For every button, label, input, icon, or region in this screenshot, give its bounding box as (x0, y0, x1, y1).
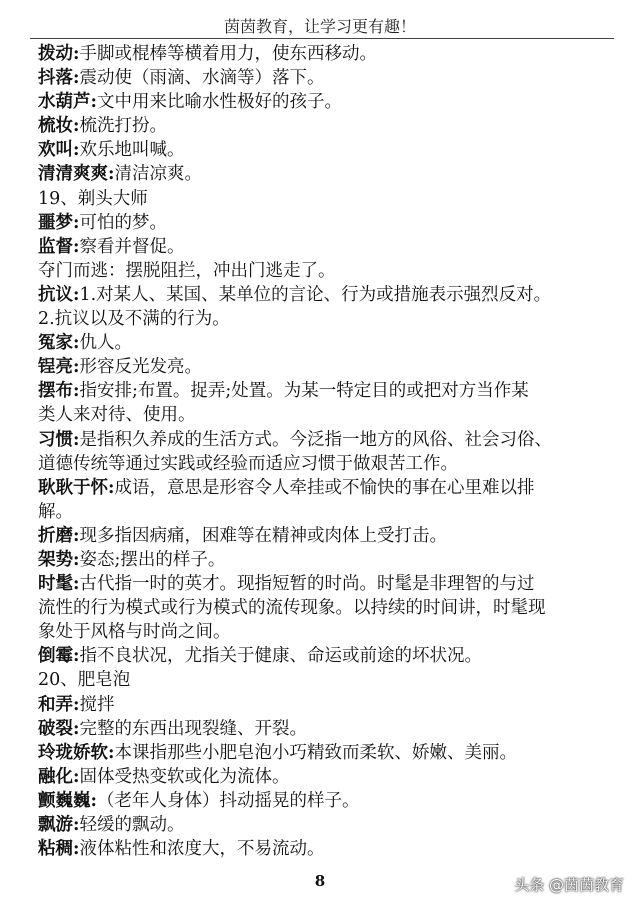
vocab-line (38, 283, 613, 307)
vocab-definition: 本课指那些小肥皂泡小巧精致而柔软、娇嫩、美丽。 (114, 742, 517, 763)
vocab-term: 拨动 (38, 44, 73, 64)
vocab-term: 折磨 (38, 525, 73, 546)
vocab-line (38, 644, 613, 668)
vocab-definition: 震动使（雨滴、水滴等）落下。 (79, 68, 325, 89)
vocab-line (38, 138, 613, 162)
vocab-definition: 解。 (38, 501, 73, 522)
vocab-term: 噩梦 (38, 212, 73, 233)
vocab-definition: 道德传统等通过实践或经验而适应习惯于做艰苦工作。 (38, 453, 458, 474)
vocab-separator: : (73, 646, 80, 667)
vocab-separator: : (73, 815, 80, 835)
vocab-definition: 形容反光发亮。 (79, 357, 202, 378)
vocab-term: 破裂 (38, 718, 73, 739)
vocab-line (38, 452, 613, 476)
vocab-definition: 察看并督促。 (79, 236, 185, 257)
vocab-term: 耿耿于怀 (38, 477, 108, 498)
vocab-separator: : (73, 212, 80, 233)
vocab-line (38, 476, 613, 500)
vocab-definition: 1.对某人、某国、某单位的言论、行为或措施表示强烈反对。 (79, 284, 552, 305)
vocab-definition: 成语，意思是形容令人牵挂或不愉快的事在心里难以排 (114, 477, 535, 498)
vocab-separator: : (108, 477, 115, 498)
vocab-separator: : (73, 718, 80, 739)
vocab-separator: : (108, 742, 115, 763)
vocab-term: 粘稠 (38, 839, 73, 860)
vocab-line (38, 42, 613, 66)
vocab-definition: 2.抗议以及不满的行为。 (38, 309, 230, 330)
vocab-term: 抗议 (38, 284, 73, 305)
vocab-line (38, 162, 613, 186)
vocab-definition: 文中用来比喻水性极好的孩子。 (96, 92, 342, 113)
vocab-line (38, 596, 613, 620)
vocab-definition: 流性的行为模式或行为模式的流传现象。以持续的时间讲，时髦现 (38, 598, 546, 619)
vocab-line (38, 331, 613, 355)
vocab-line (38, 765, 613, 789)
vocab-line (38, 259, 613, 283)
vocab-line (38, 548, 613, 572)
vocab-term: 时髦 (38, 574, 73, 595)
vocab-definition: 是指积久养成的生活方式。今泛指一地方的风俗、社会习俗、 (79, 429, 552, 450)
vocabulary-list (38, 42, 613, 861)
vocab-term: 清清爽爽 (38, 164, 108, 185)
vocab-separator: : (73, 116, 80, 137)
vocab-term: 锃亮 (38, 357, 73, 378)
vocab-line (38, 355, 613, 379)
vocab-term: 颤巍巍 (38, 790, 91, 811)
vocab-separator: : (90, 92, 97, 113)
vocab-line (38, 211, 613, 235)
vocab-line (38, 789, 613, 813)
vocab-line (38, 717, 613, 741)
vocab-separator: : (73, 525, 80, 546)
watermark: 头条 @茵茵教育 (514, 876, 624, 894)
vocab-separator: : (90, 790, 97, 811)
vocab-definition: 类人来对待、使用。 (38, 405, 196, 426)
vocab-separator: : (73, 236, 80, 257)
vocab-separator: : (73, 549, 80, 570)
vocab-line (38, 187, 613, 211)
vocab-definition: 夺门而逃：摆脱阻拦，冲出门逃走了。 (38, 260, 336, 281)
vocab-line (38, 837, 613, 861)
vocab-line (38, 741, 613, 765)
vocab-definition: 20、肥皂泡 (38, 670, 131, 691)
page-header: 茵茵教育，让学习更有趣！ (223, 17, 416, 36)
page-number: 8 (314, 872, 326, 890)
vocab-definition: 仇人。 (79, 333, 132, 354)
vocab-separator: : (108, 164, 115, 185)
vocab-definition: 欢乐地叫喊。 (79, 140, 185, 161)
vocab-line (38, 524, 613, 548)
vocab-term: 玲珑娇软 (38, 742, 108, 763)
vocab-separator: : (73, 333, 80, 354)
vocab-definition: 轻缓的飘动。 (79, 815, 185, 835)
vocab-term: 倒霉 (38, 646, 73, 667)
vocab-definition: 搅拌 (79, 694, 115, 715)
vocab-line (38, 572, 613, 596)
vocab-term: 习惯 (38, 429, 73, 450)
vocab-line (38, 668, 613, 692)
vocab-term: 摆布 (38, 381, 73, 402)
vocab-line (38, 235, 613, 259)
vocab-definition: （老年人身体）抖动摇晃的样子。 (96, 790, 360, 811)
vocab-separator: : (73, 429, 80, 450)
vocab-line (38, 428, 613, 452)
vocab-definition: 手脚或棍棒等横着用力，使东西移动。 (79, 44, 377, 64)
vocab-separator: : (73, 140, 80, 161)
vocab-definition: 指不良状况，尤指关于健康、命运或前途的坏状况。 (79, 646, 482, 667)
vocab-line (38, 66, 613, 90)
vocab-term: 融化 (38, 766, 73, 787)
vocab-separator: : (73, 694, 80, 715)
vocab-definition: 固体受热变软或化为流体。 (79, 766, 290, 787)
vocab-term: 监督 (38, 236, 73, 257)
vocab-line (38, 693, 613, 717)
vocab-definition: 液体粘性和浓度大，不易流动。 (79, 839, 325, 860)
vocab-definition: 姿态;摆出的样子。 (79, 549, 226, 570)
vocab-line (38, 403, 613, 427)
vocab-term: 梳妆 (38, 116, 73, 137)
vocab-separator: : (73, 357, 80, 378)
vocab-line (38, 379, 613, 403)
vocab-definition: 清洁凉爽。 (114, 164, 202, 185)
vocab-term: 水葫芦 (38, 92, 91, 113)
vocab-separator: : (73, 381, 80, 402)
vocab-separator: : (73, 574, 80, 595)
vocab-definition: 指安排;布置。捉弄;处置。为某一特定目的或把对方当作某 (79, 381, 529, 402)
vocab-definition: 梳洗打扮。 (79, 116, 167, 137)
vocab-line (38, 307, 613, 331)
vocab-line (38, 114, 613, 138)
vocab-separator: : (73, 839, 80, 860)
vocab-definition: 古代指一时的英才。现指短暂的时尚。时髦是非理智的与过 (79, 574, 535, 595)
vocab-term: 欢叫 (38, 140, 73, 161)
vocab-term: 架势 (38, 549, 73, 570)
vocab-line (38, 620, 613, 644)
vocab-definition: 可怕的梦。 (79, 212, 167, 233)
vocab-term: 飘游 (38, 815, 73, 835)
vocab-term: 和弄 (38, 694, 73, 715)
vocab-definition: 19、剃头大师 (38, 188, 148, 209)
vocab-separator: : (73, 766, 80, 787)
vocab-definition: 象处于风格与时尚之间。 (38, 622, 231, 643)
vocab-separator: : (73, 284, 80, 305)
vocab-term: 冤家 (38, 333, 73, 354)
header-divider (30, 38, 614, 39)
vocab-line (38, 813, 613, 837)
vocab-definition: 现多指因病痛，困难等在精神或肉体上受打击。 (79, 525, 447, 546)
vocab-line (38, 500, 613, 524)
vocab-line (38, 90, 613, 114)
vocab-separator: : (73, 68, 80, 89)
vocab-term: 抖落 (38, 68, 73, 89)
vocab-definition: 完整的东西出现裂缝、开裂。 (79, 718, 307, 739)
vocab-separator: : (73, 44, 80, 64)
